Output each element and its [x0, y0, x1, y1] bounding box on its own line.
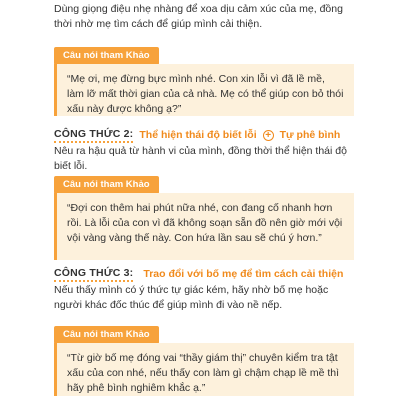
formula-2-description: Nêu ra hậu quả từ hành vi của mình, đồng thời thể hiện thái độ biết lỗi. — [54, 145, 347, 172]
formula-3-label: CÔNG THỨC 3: — [54, 266, 133, 282]
formula-2-title-b: Tự phê bình — [279, 129, 341, 141]
formula-2-label: CÔNG THỨC 2: — [54, 127, 133, 143]
quote-text-3: “Từ giờ bố mẹ đóng vai “thầy giám thị” chuyên kiểm tra tật xấu của con nhé, nếu thấy con làm gì chậm chạp lề mề thì hãy phê bình nghiêm khắc ạ.” — [67, 352, 339, 394]
quote-box-2 — [54, 193, 354, 260]
quote-tag-3: Câu nói tham Khảo — [54, 326, 159, 344]
formula-3-heading — [54, 266, 343, 282]
quote-tag-1: Câu nói tham Khảo — [54, 47, 159, 65]
plus-circle-icon: + — [263, 130, 274, 141]
formula-3-title: Trao đổi với bố mẹ để tìm cách cải thiện — [143, 268, 344, 280]
quote-text-2: “Đợi con thêm hai phút nữa nhé, con đang cố nhanh hơn rồi. Là lỗi của con vì đã không soạn sẵn đồ nên giờ mới vội vội vàng vàng thế này. Con hứa lần sau sẽ chú ý hơn.” — [67, 202, 343, 244]
intro-paragraph: Dùng giọng điệu nhẹ nhàng để xoa dịu cảm xúc của mẹ, đồng thời nhờ mẹ tìm cách để giúp mình cải thiện. — [54, 3, 343, 30]
quote-text-1: “Mẹ ơi, mẹ đừng bực mình nhé. Con xin lỗi vì đã lề mề, làm lỡ mất thời gian của cả nhà. Mẹ có thể giúp con bỏ thói xấu này được không ạ?” — [67, 73, 344, 115]
formula-2-heading — [54, 127, 340, 143]
formula-3-description: Nếu thấy mình có ý thức tự giác kém, hãy nhờ bố mẹ hoặc người khác đốc thúc để giúp mình đi vào nề nếp. — [54, 284, 329, 311]
formula-2-title-a: Thể hiện thái độ biết lỗi — [139, 129, 257, 141]
quote-tag-2: Câu nói tham Khảo — [54, 176, 159, 194]
quote-box-1 — [54, 64, 354, 116]
quote-box-3 — [54, 343, 354, 396]
